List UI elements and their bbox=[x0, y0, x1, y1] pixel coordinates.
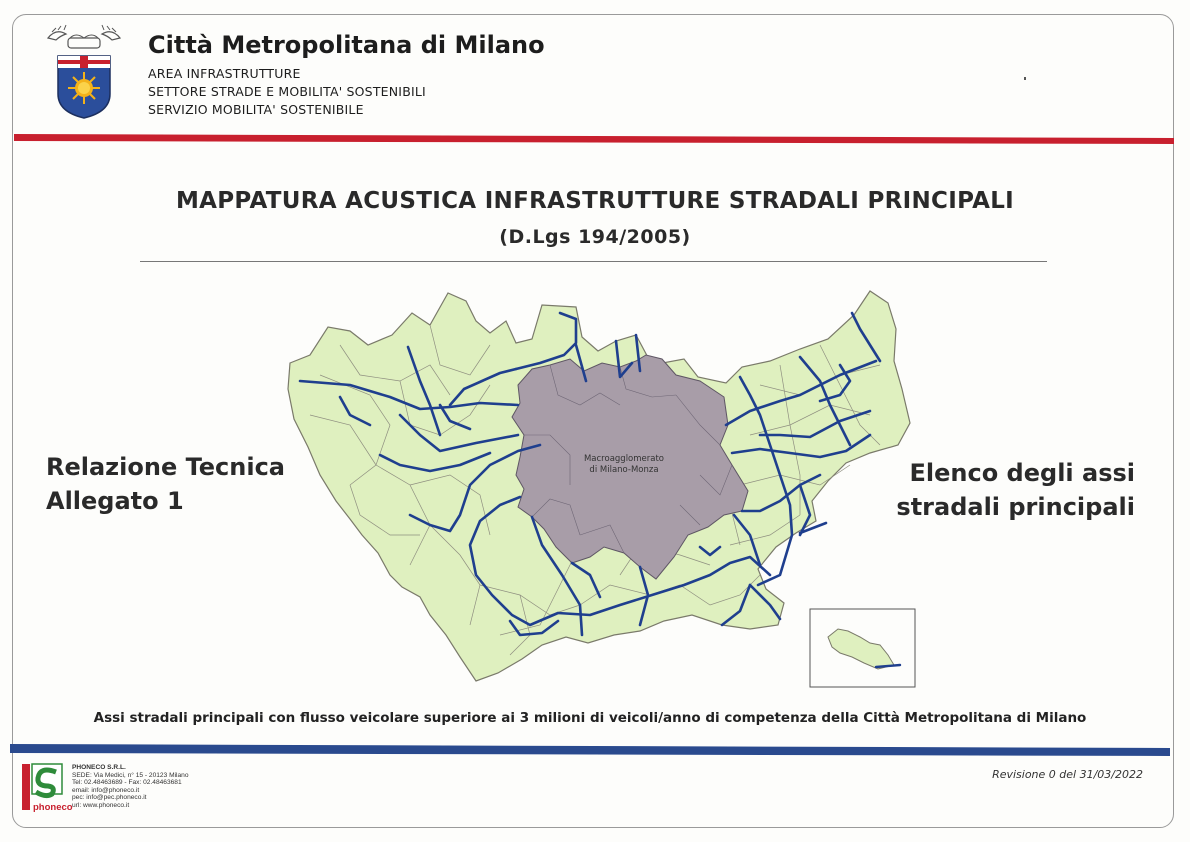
company-url: url: www.phoneco.it bbox=[72, 801, 130, 809]
company-address: SEDE: Via Medici, n° 15 - 20123 Milano bbox=[72, 771, 189, 779]
header-area-line: AREA INFRASTRUTTURE bbox=[148, 66, 301, 81]
list-title-line1: Elenco degli assi bbox=[909, 459, 1135, 487]
milan-metropolitan-crest-icon bbox=[44, 24, 124, 120]
organization-name: Città Metropolitana di Milano bbox=[148, 31, 545, 59]
red-header-band bbox=[14, 134, 1174, 144]
document-title: MAPPATURA ACUSTICA INFRASTRUTTURE STRADALI PRINCIPALI bbox=[175, 188, 1015, 214]
blue-footer-band bbox=[10, 744, 1170, 756]
macro-label-line2: di Milano-Monza bbox=[589, 465, 659, 475]
report-type: Relazione Tecnica bbox=[46, 453, 286, 481]
macro-label-line1: Macroagglomerato bbox=[583, 454, 665, 464]
document-subtitle: (D.Lgs 194/2005) bbox=[499, 226, 691, 248]
report-label bbox=[46, 450, 285, 518]
phoneco-wordmark: phoneco bbox=[33, 802, 73, 813]
annex-number: Allegato 1 bbox=[46, 487, 184, 515]
map-caption: Assi stradali principali con flusso veicolare superiore ai 3 milioni di veicoli/anno di competenza della Città Metropolitana di Milano bbox=[93, 710, 1087, 726]
list-label bbox=[896, 456, 1135, 524]
company-phone: Tel: 02.48463689 - Fax: 02.48463681 bbox=[72, 779, 182, 787]
company-name: PHONECO S.R.L. bbox=[72, 764, 126, 771]
company-email: email: info@phoneco.it bbox=[72, 786, 140, 794]
header-service-line: SERVIZIO MOBILITA' SOSTENIBILE bbox=[148, 102, 364, 117]
company-info bbox=[72, 764, 189, 810]
scan-speck bbox=[1024, 77, 1026, 80]
list-title-line2: stradali principali bbox=[896, 493, 1135, 521]
header-sector-line: SETTORE STRADE E MOBILITA' SOSTENIBILI bbox=[148, 84, 426, 99]
title-divider bbox=[140, 261, 1047, 262]
company-pec: pec: info@pec.phoneco.it bbox=[72, 794, 147, 802]
revision-label: Revisione 0 del 31/03/2022 bbox=[992, 768, 1143, 781]
metropolitan-road-map bbox=[280, 285, 920, 690]
